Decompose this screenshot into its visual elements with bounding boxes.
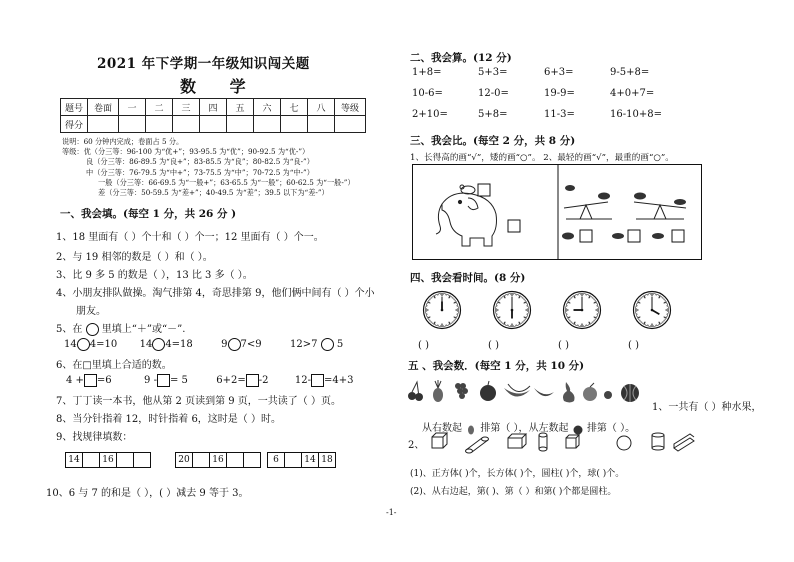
- calc-item: 19-9=: [544, 88, 575, 99]
- grapes-icon: [455, 383, 468, 399]
- answer-circle[interactable]: [77, 338, 90, 351]
- clock-center: [651, 309, 654, 312]
- cylinder-icon: [466, 437, 489, 453]
- text: 排第（ ），从左数起: [480, 423, 569, 434]
- calc-item: 11-3=: [544, 109, 575, 120]
- expr-part: 4 +: [66, 375, 84, 386]
- question-8: 8、当分针指着 12，时针指着 6，这时是（ ）时。: [56, 414, 281, 425]
- apple-icon: [480, 381, 496, 401]
- note-line: 一般（分三等：66-69.5 为“一般+”；63-65.5 为“一般”；60-62.5 为“一般-”）: [98, 177, 355, 187]
- pattern-cell: 16: [99, 452, 117, 468]
- clock-center: [581, 309, 584, 312]
- question-3: 3、比 9 多 5 的数是（ ），13 比 3 多（ ）。: [56, 270, 253, 281]
- score-entry[interactable]: [146, 116, 173, 133]
- clock-icon: [422, 290, 462, 330]
- question-5-2b: (2)、从右边起，第( )、第（ ）和第( )个都是圆柱。: [410, 487, 617, 497]
- table-cell: 七: [281, 99, 308, 116]
- expr-part: = 5: [169, 375, 188, 386]
- page-title: 2021 年下学期一年级知识闯关题: [97, 56, 310, 72]
- score-entry[interactable]: [200, 116, 227, 133]
- question-5-text: 里填上“＋”或“－”.: [101, 324, 186, 335]
- expr-part: 9 -: [144, 375, 157, 386]
- question-5-1: 1、一共有（ ）种水果，: [652, 402, 762, 413]
- cherry-icon: [408, 382, 423, 401]
- pattern-cell: 20: [175, 452, 193, 468]
- pattern-cell: 14: [301, 452, 319, 468]
- calc-grid: [412, 67, 680, 120]
- answer-box[interactable]: [311, 374, 324, 387]
- expr-part: 5: [336, 339, 344, 350]
- clock-answer[interactable]: ( ): [628, 340, 639, 351]
- pattern-row-2: [176, 452, 261, 468]
- expr-part: 7<9: [240, 339, 262, 350]
- note-line: 中（分三等：76-79.5 为“中+”；73-75.5 为“中”；70-72.5 为“中-”）: [86, 167, 314, 177]
- clock-center: [441, 309, 444, 312]
- calc-item: 16-10+8=: [610, 109, 662, 120]
- text: 排第（ ）。: [586, 423, 636, 434]
- section5-title: 五 、我会数．(每空 1 分，共 10 分): [408, 360, 585, 372]
- table-cell: 得分: [61, 116, 88, 133]
- score-entry[interactable]: [88, 116, 119, 133]
- score-table-score-row: [61, 116, 366, 133]
- cube-icon: [566, 435, 579, 448]
- calc-item: 12-0=: [478, 88, 509, 99]
- circle-icon: [86, 323, 99, 336]
- question-9: 9、找规律填数：: [56, 432, 133, 443]
- watermelon-icon: [621, 384, 639, 402]
- pattern-row-1: [66, 452, 151, 468]
- banana-icon: [504, 384, 530, 397]
- question-2: 2、与 19 相邻的数是（ ）和（ ）。: [56, 252, 213, 263]
- score-entry[interactable]: [173, 116, 200, 133]
- clock-icon: [632, 290, 672, 330]
- pattern-cell[interactable]: [226, 452, 244, 468]
- sphere-icon: [617, 436, 631, 450]
- section2-title: 二、我会算。(12 分): [410, 52, 512, 64]
- expr-part: 14: [64, 339, 77, 350]
- page-number: -1-: [386, 508, 397, 517]
- clock-answer[interactable]: ( ): [418, 340, 429, 351]
- expr-part: 12-: [294, 375, 311, 386]
- question-5-2: 2、: [408, 440, 425, 451]
- pattern-cell: 14: [65, 452, 83, 468]
- table-cell: 三: [173, 99, 200, 116]
- score-entry[interactable]: [308, 116, 335, 133]
- table-cell: 题号: [61, 99, 88, 116]
- section1-title: 一、我会填。(每空 1 分，共 26 分 ): [60, 208, 237, 220]
- cuboid-icon: [674, 434, 694, 451]
- pattern-cell[interactable]: [284, 452, 302, 468]
- question-10: 10、6 与 7 的和是（ ），( ）减去 9 等于 3。: [46, 488, 249, 499]
- banana-icon: [534, 388, 554, 396]
- expr-part: -2: [258, 375, 269, 386]
- question-4-cont: 朋友。: [76, 306, 106, 317]
- calc-item: 1+8=: [412, 67, 442, 78]
- expr-part: 4=18: [165, 339, 193, 350]
- score-table: [60, 98, 366, 133]
- answer-box[interactable]: [84, 374, 97, 387]
- answer-circle[interactable]: [321, 338, 334, 351]
- answer-box[interactable]: [157, 374, 170, 387]
- score-entry[interactable]: [227, 116, 254, 133]
- question-5: [56, 320, 185, 336]
- table-cell: 六: [254, 99, 281, 116]
- answer-circle[interactable]: [228, 338, 241, 351]
- text: 从右数起: [422, 423, 462, 434]
- clock-center: [511, 309, 514, 312]
- note-line: 说明：60 分钟内完成；卷面占 5 分。: [62, 137, 184, 146]
- question-1: 1、18 里面有（ ）个十和（ ）个一；12 里面有（ ）个一。: [56, 232, 324, 243]
- balance-scale-icon: [564, 202, 612, 219]
- answer-box: [672, 230, 684, 242]
- question-5-items: [64, 338, 343, 351]
- calc-item: 10-6=: [412, 88, 443, 99]
- pattern-cell: 16: [209, 452, 227, 468]
- expr-part: 14: [139, 339, 153, 350]
- answer-box: [580, 230, 592, 242]
- score-entry[interactable]: [119, 116, 146, 133]
- pineapple-icon: [433, 380, 443, 402]
- table-cell: 卷面: [88, 99, 119, 116]
- question-4: 4、小朋友排队做操。淘气排第 4，奇思排第 9，他们俩中间有（ ）个小: [56, 288, 375, 299]
- subject-title: 数 学: [180, 77, 260, 96]
- table-cell: 一: [119, 99, 146, 116]
- expr-part: 12>7: [290, 339, 318, 350]
- pattern-cell[interactable]: [82, 452, 100, 468]
- table-cell: 五: [227, 99, 254, 116]
- score-table-header-row: [61, 99, 366, 116]
- answer-box: [478, 184, 490, 196]
- clock-answer[interactable]: ( ): [558, 340, 569, 351]
- elephant-icon: [436, 193, 497, 246]
- question-5-text: 5、在: [56, 324, 83, 335]
- cuboid-icon: [508, 434, 526, 448]
- section3-title: 三、我会比。(每空 2 分，共 8 分): [410, 135, 576, 147]
- answer-circle[interactable]: [152, 338, 165, 351]
- pattern-cell[interactable]: [192, 452, 210, 468]
- answer-box[interactable]: [246, 374, 259, 387]
- expr-part: 6+2=: [216, 375, 246, 386]
- score-entry[interactable]: [335, 116, 366, 133]
- table-cell: 八: [308, 99, 335, 116]
- cylinder-icon: [539, 433, 547, 451]
- compare-picture: [412, 164, 702, 260]
- table-cell: 二: [146, 99, 173, 116]
- note-line: 差（分三等：50-59.5 为“差+”；40-49.5 为“差”；39.5 以下为“差-”）: [98, 188, 329, 198]
- mouse-icon: [460, 185, 475, 194]
- calc-item: 4+0+7=: [610, 88, 655, 99]
- clock-icon: [562, 290, 602, 330]
- calc-item: 9-5+8=: [610, 67, 650, 78]
- pattern-cell[interactable]: [116, 452, 134, 468]
- pattern-row-3: [268, 452, 336, 468]
- pattern-cell: 6: [267, 452, 285, 468]
- peach-icon: [583, 383, 597, 401]
- score-entry[interactable]: [254, 116, 281, 133]
- section3-question: 1、长得高的画“√”，矮的画“○”。 2、最轻的画“√”，最重的画“○”。: [410, 153, 674, 163]
- expr-part: =6: [96, 375, 112, 386]
- calc-item: 2+10=: [412, 109, 448, 120]
- calc-item: 6+3=: [544, 67, 574, 78]
- fruit-row: [404, 378, 644, 404]
- question-6: 6、在□里填上合适的数。: [56, 360, 172, 371]
- expr-part: 4=10: [89, 339, 118, 350]
- table-cell: 等级: [335, 99, 366, 116]
- pattern-cell[interactable]: [133, 452, 151, 468]
- answer-box: [508, 220, 520, 232]
- cylinder-icon: [652, 433, 664, 450]
- shapes-row: [428, 430, 698, 454]
- table-cell: 四: [200, 99, 227, 116]
- question-5-2a: (1)、正方体( )个，长方体( )个，圆柱( )个，球( )个。: [410, 469, 625, 479]
- note-line: 等级：优（分三等：96-100 为“优+”；93-95.5 为“优”；90-92.5 为“优-”）: [62, 147, 310, 157]
- cube-icon: [432, 433, 447, 448]
- question-6-items: [66, 374, 353, 387]
- score-entry[interactable]: [281, 116, 308, 133]
- clock-answer[interactable]: ( ): [488, 340, 499, 351]
- note-line: 良（分三等：86-89.5 为“良+”；83-85.5 为“良”；80-82.5 为“良-”）: [86, 157, 314, 167]
- answer-box: [628, 230, 640, 242]
- calc-item: 5+3=: [478, 67, 508, 78]
- question-7: 7、丁丁读一本书，他从第 2 页读到第 9 页，一共读了（ ）页。: [56, 396, 341, 407]
- pattern-cell[interactable]: [243, 452, 261, 468]
- pattern-cell: 18: [318, 452, 336, 468]
- expr-part: 9: [221, 339, 228, 350]
- calc-item: 5+8=: [478, 109, 508, 120]
- clock-icon: [492, 290, 532, 330]
- pear-icon: [563, 382, 575, 403]
- section4-title: 四、我会看时间。(8 分): [410, 272, 526, 284]
- expr-part: =4+3: [323, 375, 354, 386]
- small-fruit-icon: [604, 391, 612, 399]
- grading-notes: [62, 137, 355, 198]
